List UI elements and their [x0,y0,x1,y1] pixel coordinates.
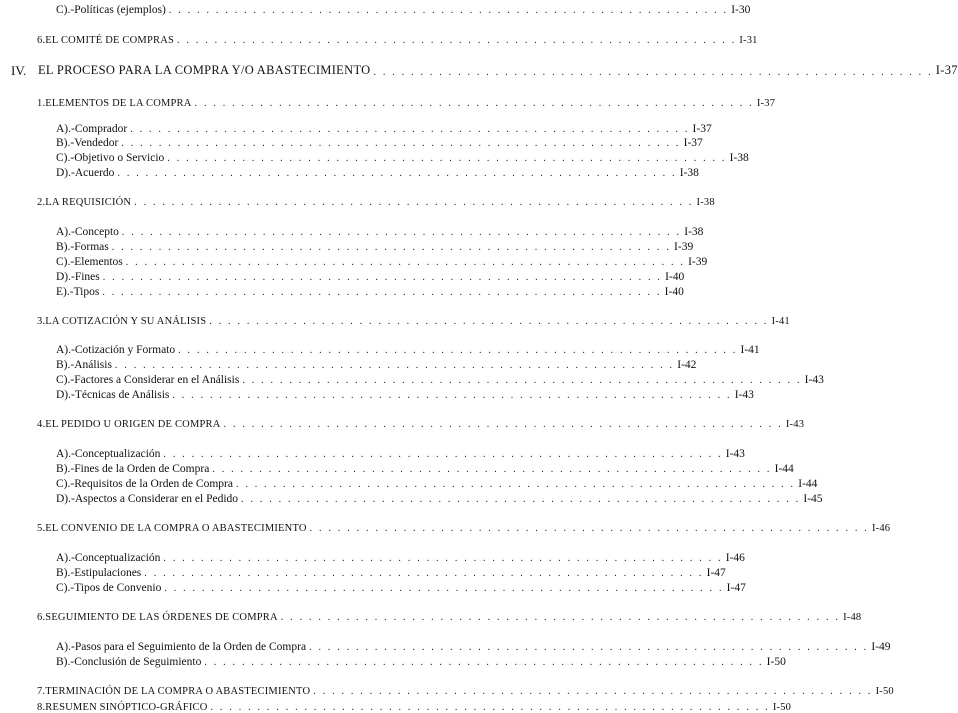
dot-leader: . . . . . . . . . . . . . . . . . . . . . . . . . . . . . . . . . . . . . . . . . . . . . . . . . . . . . . . . . . . . [168,5,729,16]
dot-leader: . . . . . . . . . . . . . . . . . . . . . . . . . . . . . . . . . . . . . . . . . . . . . . . . . . . . . . . . . . . . [212,464,772,475]
toc-subentry[interactable] [56,580,746,594]
page-number: I-38 [696,197,715,208]
entry-prefix: C).- [56,152,75,164]
page-number: I-47 [706,567,726,579]
entry-title: LA REQUISICIÓN [45,197,132,208]
dot-leader: . . . . . . . . . . . . . . . . . . . . . . . . . . . . . . . . . . . . . . . . . . . . . . . . . . . . . . . . . . . . [309,642,869,653]
entry-title: TERMINACIÓN DE LA COMPRA O ABASTECIMIENTO [45,686,311,697]
toc-subentry[interactable] [56,121,712,135]
dot-leader: . . . . . . . . . . . . . . . . . . . . . . . . . . . . . . . . . . . . . . . . . . . . . . . . . . . . . . . . . . . . [167,153,727,164]
dot-leader: . . . . . . . . . . . . . . . . . . . . . . . . . . . . . . . . . . . . . . . . . . . . . . . . . . . . . . . . . . . . [163,553,723,564]
dot-leader: . . . . . . . . . . . . . . . . . . . . . . . . . . . . . . . . . . . . . . . . . . . . . . . . . . . . . . . . . . . . [204,657,764,668]
toc-subentry[interactable] [56,2,751,16]
toc-subentry[interactable] [56,254,708,268]
entry-title: Conclusión de Seguimiento [74,656,202,668]
entry-prefix: B).- [56,656,75,668]
toc-subentry[interactable] [56,284,684,298]
entry-prefix: D).- [56,493,75,505]
page-number: I-39 [688,256,708,268]
entry-prefix: 4. [37,419,46,430]
page-number: I-49 [871,641,891,653]
entry-title: Conceptualización [74,448,161,460]
dot-leader: . . . . . . . . . . . . . . . . . . . . . . . . . . . . . . . . . . . . . . . . . . . . . . . . . . . . . . . . . . . . [102,287,662,298]
entry-title: Objetivo o Servicio [74,152,165,164]
toc-subentry[interactable] [56,565,726,579]
entry-title: Pasos para el Seguimiento de la Orden de Compra [74,641,307,653]
page-number: I-37 [935,63,958,77]
page-number: I-40 [664,286,684,298]
entry-title: Cotización y Formato [74,344,176,356]
page-number: I-39 [674,241,694,253]
page-number: I-43 [734,389,754,401]
toc-subentry[interactable] [56,550,745,564]
dot-leader: . . . . . . . . . . . . . . . . . . . . . . . . . . . . . . . . . . . . . . . . . . . . . . . . . . . . . . . . . . . . [223,419,783,430]
toc-subentry[interactable] [56,654,786,668]
entry-title: LA COTIZACIÓN Y SU ANÁLISIS [45,316,207,327]
entry-prefix: D).- [56,389,75,401]
dot-leader: . . . . . . . . . . . . . . . . . . . . . . . . . . . . . . . . . . . . . . . . . . . . . . . . . . . . . . . . . . . . [194,98,754,109]
entry-title: RESUMEN SINÓPTICO-GRÁFICO [45,702,208,713]
page-number: I-50 [766,656,786,668]
entry-prefix: C).- [56,582,75,594]
dot-leader: . . . . . . . . . . . . . . . . . . . . . . . . . . . . . . . . . . . . . . . . . . . . . . . . . . . . . . . . . . . . [309,523,869,534]
page-number: I-50 [772,702,792,713]
toc-entry[interactable] [37,683,894,697]
entry-prefix: D).- [56,271,75,283]
entry-prefix: 8. [37,702,46,713]
entry-title: SEGUIMIENTO DE LAS ÓRDENES DE COMPRA [45,612,278,623]
entry-prefix: B).- [56,359,75,371]
page-number: I-37 [692,123,712,135]
toc-entry[interactable] [37,609,862,623]
dot-leader: . . . . . . . . . . . . . . . . . . . . . . . . . . . . . . . . . . . . . . . . . . . . . . . . . . . . . . . . . . . . [134,197,694,208]
toc-entry[interactable] [37,416,805,430]
entry-title: Concepto [74,226,119,238]
page-number: I-44 [798,478,818,490]
toc-subentry[interactable] [56,357,697,371]
entry-title: Tipos [73,286,100,298]
dot-leader: . . . . . . . . . . . . . . . . . . . . . . . . . . . . . . . . . . . . . . . . . . . . . . . . . . . . . . . . . . . . [242,375,802,386]
dot-leader: . . . . . . . . . . . . . . . . . . . . . . . . . . . . . . . . . . . . . . . . . . . . . . . . . . . . . . . . . . . . [210,702,770,713]
toc-subentry[interactable] [56,639,891,653]
entry-title: Requisitos de la Orden de Compra [74,478,233,490]
entry-title: Estipulaciones [74,567,142,579]
entry-prefix: A).- [56,641,75,653]
toc-subentry[interactable] [56,461,794,475]
dot-leader: . . . . . . . . . . . . . . . . . . . . . . . . . . . . . . . . . . . . . . . . . . . . . . . . . . . . . . . . . . . . [121,227,682,238]
entry-title: Acuerdo [74,167,115,179]
entry-title: Elementos [74,256,123,268]
toc-subentry[interactable] [56,150,749,164]
dot-leader: . . . . . . . . . . . . . . . . . . . . . . . . . . . . . . . . . . . . . . . . . . . . . . . . . . . . . . . . . . . . [114,360,675,371]
dot-leader: . . . . . . . . . . . . . . . . . . . . . . . . . . . . . . . . . . . . . . . . . . . . . . . . . . . . . . . . . . . . [164,583,724,594]
entry-prefix: A).- [56,552,75,564]
entry-prefix: E).- [56,286,74,298]
toc-subentry[interactable] [56,491,823,505]
entry-title: Conceptualización [74,552,161,564]
page-number: I-47 [726,582,746,594]
dot-leader: . . . . . . . . . . . . . . . . . . . . . . . . . . . . . . . . . . . . . . . . . . . . . . . . . . . . . . . . . . . . [172,390,732,401]
page-number: I-30 [731,4,751,16]
entry-prefix: B).- [56,567,75,579]
entry-prefix: C).- [56,256,75,268]
entry-prefix: 7. [37,686,46,697]
page-number: I-38 [679,167,699,179]
entry-prefix: D).- [56,167,75,179]
entry-title: Políticas (ejemplos) [74,4,166,16]
entry-title: EL COMITÉ DE COMPRAS [45,35,175,46]
page-number: I-46 [725,552,745,564]
entry-title: Aspectos a Considerar en el Pedido [74,493,239,505]
page-number: I-46 [871,523,891,534]
toc-entry[interactable] [37,95,776,109]
entry-title: Técnicas de Análisis [74,389,170,401]
entry-prefix: A).- [56,123,75,135]
toc-subentry[interactable] [56,239,694,253]
entry-title: EL CONVENIO DE LA COMPRA O ABASTECIMIENTO [45,523,307,534]
toc-entry[interactable] [37,520,891,534]
entry-prefix: 6. [37,35,46,46]
entry-prefix: A).- [56,226,75,238]
dot-leader: . . . . . . . . . . . . . . . . . . . . . . . . . . . . . . . . . . . . . . . . . . . . . . . . . . . . . . . . . . . . [125,257,686,268]
toc-subentry[interactable] [56,224,704,238]
toc-subentry[interactable] [56,342,760,356]
roman-numeral: IV. [11,63,27,78]
page-number: I-44 [774,463,794,475]
entry-prefix: B).- [56,137,75,149]
dot-leader: . . . . . . . . . . . . . . . . . . . . . . . . . . . . . . . . . . . . . . . . . . . . . . . . . . . . . . . . . . . . [102,272,663,283]
toc-subentry[interactable] [56,372,824,386]
dot-leader: . . . . . . . . . . . . . . . . . . . . . . . . . . . . . . . . . . . . . . . . . . . . . . . . . . . . . . . . . . . . [111,242,672,253]
entry-title: Análisis [74,359,112,371]
entry-prefix: 2. [37,197,46,208]
page-number: I-43 [785,419,805,430]
dot-leader: . . . . . . . . . . . . . . . . . . . . . . . . . . . . . . . . . . . . . . . . . . . . . . . . . . . . . . . . . . . . [280,612,841,623]
dot-leader: . . . . . . . . . . . . . . . . . . . . . . . . . . . . . . . . . . . . . . . . . . . . . . . . . . . . . . . . . . . . [177,35,737,46]
toc-subentry[interactable] [56,476,818,490]
entry-prefix: B).- [56,241,75,253]
page-number: I-40 [665,271,685,283]
entry-prefix: A).- [56,448,75,460]
dot-leader: . . . . . . . . . . . . . . . . . . . . . . . . . . . . . . . . . . . . . . . . . . . . . . . . . . . . . . . . . . . . [163,449,723,460]
entry-title: EL PROCESO PARA LA COMPRA Y/O ABASTECIMIENTO [38,63,371,77]
dot-leader: . . . . . . . . . . . . . . . . . . . . . . . . . . . . . . . . . . . . . . . . . . . . . . . . . . . . . . . . . . . . [117,168,677,179]
page-number: I-37 [756,98,776,109]
toc-subentry[interactable] [56,135,703,149]
entry-title: Formas [74,241,109,253]
page-number: I-43 [725,448,745,460]
page-number: I-38 [729,152,749,164]
dot-leader: . . . . . . . . . . . . . . . . . . . . . . . . . . . . . . . . . . . . . . . . . . . . . . . . . . . . . . . . . . . . [130,124,690,135]
page-number: I-43 [804,374,824,386]
entry-title: Tipos de Convenio [74,582,162,594]
entry-title: EL PEDIDO U ORIGEN DE COMPRA [45,419,221,430]
entry-title: Fines [74,271,100,283]
toc-subentry[interactable] [56,446,745,460]
entry-prefix: C).- [56,374,75,386]
dot-leader: . . . . . . . . . . . . . . . . . . . . . . . . . . . . . . . . . . . . . . . . . . . . . . . . . . . . . . . . . . . . [313,686,873,697]
toc-entry[interactable] [37,313,790,327]
entry-prefix: C).- [56,478,75,490]
dot-leader: . . . . . . . . . . . . . . . . . . . . . . . . . . . . . . . . . . . . . . . . . . . . . . . . . . . . . . . . . . . . [209,316,769,327]
toc-subentry[interactable] [56,165,699,179]
entry-title: ELEMENTOS DE LA COMPRA [45,98,192,109]
entry-title: Factores a Considerar en el Análisis [74,374,240,386]
dot-leader: . . . . . . . . . . . . . . . . . . . . . . . . . . . . . . . . . . . . . . . . . . . . . . . . . . . . . . . . . . . . [121,138,681,149]
dot-leader: . . . . . . . . . . . . . . . . . . . . . . . . . . . . . . . . . . . . . . . . . . . . . . . . . . . . . . . . . . . . [241,494,801,505]
page-number: I-45 [803,493,823,505]
entry-prefix: C).- [56,4,75,16]
entry-title: Fines de la Orden de Compra [74,463,210,475]
toc-subentry[interactable] [56,269,685,283]
page-number: I-42 [677,359,697,371]
page-number: I-50 [875,686,894,697]
page-number: I-31 [739,35,758,46]
entry-prefix: 6. [37,612,46,623]
entry-prefix: 1. [37,98,46,109]
entry-prefix: 3. [37,316,46,327]
entry-prefix: A).- [56,344,75,356]
entry-title: Comprador [74,123,128,135]
dot-leader: . . . . . . . . . . . . . . . . . . . . . . . . . . . . . . . . . . . . . . . . . . . . . . . . . . . . . . . . . . . . [373,67,933,78]
page-number: I-48 [843,612,862,623]
entry-prefix: 5. [37,523,46,534]
entry-prefix: B).- [56,463,75,475]
toc-subentry[interactable] [56,387,754,401]
toc-entry[interactable] [38,63,958,78]
page-number: I-38 [684,226,704,238]
page-number: I-41 [740,344,760,356]
dot-leader: . . . . . . . . . . . . . . . . . . . . . . . . . . . . . . . . . . . . . . . . . . . . . . . . . . . . . . . . . . . . [235,479,796,490]
page-number: I-41 [771,316,790,327]
toc-entry[interactable] [37,32,758,46]
toc-entry[interactable] [37,699,792,713]
dot-leader: . . . . . . . . . . . . . . . . . . . . . . . . . . . . . . . . . . . . . . . . . . . . . . . . . . . . . . . . . . . . [144,568,704,579]
page-number: I-37 [683,137,703,149]
entry-title: Vendedor [74,137,119,149]
toc-entry[interactable] [37,194,715,208]
dot-leader: . . . . . . . . . . . . . . . . . . . . . . . . . . . . . . . . . . . . . . . . . . . . . . . . . . . . . . . . . . . . [178,345,738,356]
